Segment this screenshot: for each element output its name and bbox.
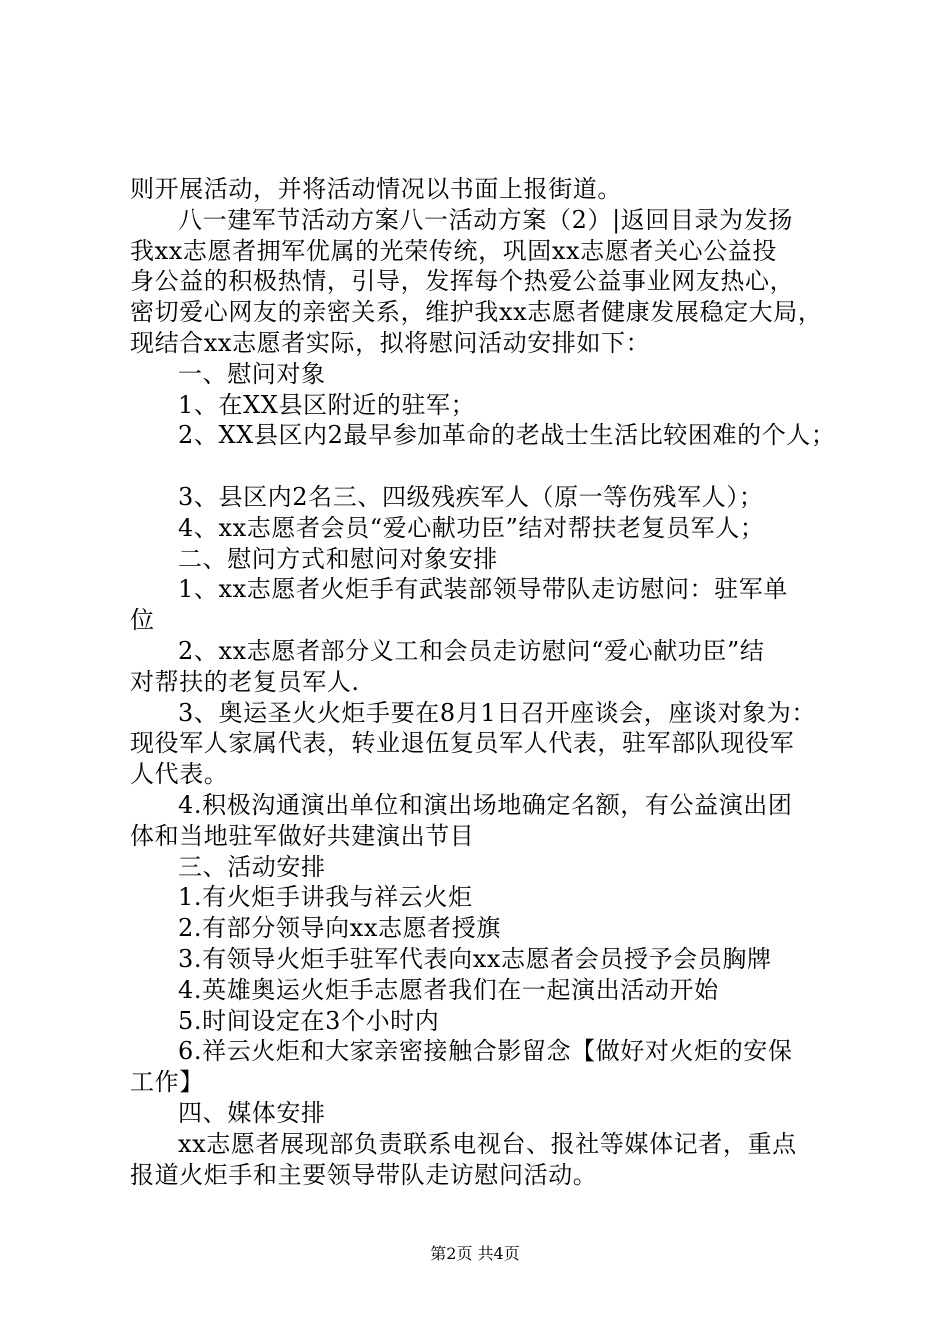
paragraph-line: 工作】 — [130, 1068, 204, 1097]
paragraph-line: 对帮扶的老复员军人. — [130, 667, 360, 696]
list-item: 2、xx志愿者部分义工和会员走访慰问“爱心献功臣”结 — [178, 636, 765, 665]
document-body — [130, 174, 836, 1190]
paragraph-line: 密切爱心网友的亲密关系，维护我xx志愿者健康发展稳定大局， — [130, 298, 823, 327]
list-item: 4.积极沟通演出单位和演出场地确定名额，有公益演出团 — [178, 790, 793, 819]
list-item: 5.时间设定在3个小时内 — [178, 1006, 440, 1035]
list-item: 4、xx志愿者会员“爱心献功臣”结对帮扶老复员军人； — [178, 513, 765, 542]
paragraph-line: 身公益的积极热情，引导，发挥每个热爱公益事业网友热心， — [130, 267, 795, 296]
list-item: 6.祥云火炬和大家亲密接触合影留念【做好对火炬的安保 — [178, 1037, 793, 1066]
list-item: 1、在XX县区附近的驻军； — [178, 390, 476, 419]
section-heading: 二、慰问方式和慰问对象安排 — [178, 544, 498, 573]
list-item: 3、奥运圣火火炬手要在8月1日召开座谈会，座谈对象为： — [178, 698, 817, 727]
list-item: 2.有部分领导向xx志愿者授旗 — [178, 914, 501, 943]
section-heading: 一、慰问对象 — [178, 359, 326, 388]
list-item: 3.有领导火炬手驻军代表向xx志愿者会员授予会员胸牌 — [178, 944, 772, 973]
list-item: 3、县区内2名三、四级残疾军人（原一等伤残军人）； — [178, 482, 764, 511]
list-item: 1、xx志愿者火炬手有武装部领导带队走访慰问：驻军单 — [178, 575, 788, 604]
paragraph-line: 我xx志愿者拥军优属的光荣传统，巩固xx志愿者关心公益投 — [130, 236, 777, 265]
paragraph-line: xx志愿者展现部负责联系电视台、报社等媒体记者，重点 — [178, 1129, 797, 1158]
list-item: 1.有火炬手讲我与祥云火炬 — [178, 883, 473, 912]
page-number-footer: 第2页 共4页 — [430, 1244, 520, 1263]
section-heading: 四、媒体安排 — [178, 1098, 326, 1127]
paragraph-line: 报道火炬手和主要领导带队走访慰问活动。 — [130, 1160, 598, 1189]
paragraph-line: 现役军人家属代表，转业退伍复员军人代表，驻军部队现役军 — [130, 729, 795, 758]
section-heading: 三、活动安排 — [178, 852, 326, 881]
paragraph-line: 人代表。 — [130, 760, 229, 789]
paragraph-line: 位 — [130, 606, 155, 635]
blank-line — [130, 451, 830, 482]
paragraph-line: 则开展活动，并将活动情况以书面上报街道。 — [130, 175, 622, 203]
paragraph-line: 八一建军节活动方案八一活动方案（2）|返回目录为发扬 — [178, 205, 793, 234]
list-item: 4.英雄奥运火炬手志愿者我们在一起演出活动开始 — [178, 975, 719, 1004]
paragraph-line: 体和当地驻军做好共建演出节目 — [130, 821, 475, 850]
list-item: 2、XX县区内2最早参加革命的老战士生活比较困难的个人； — [178, 421, 836, 450]
paragraph-line: 现结合xx志愿者实际，拟将慰问活动安排如下： — [130, 328, 651, 357]
